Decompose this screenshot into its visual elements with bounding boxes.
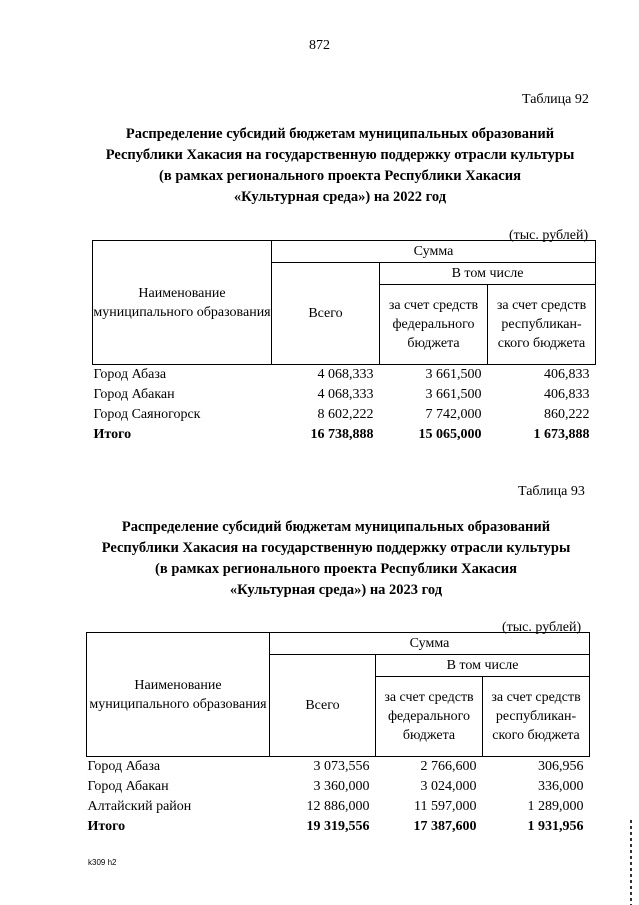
row-federal: 2 766,600 [420, 759, 477, 774]
table-row [93, 405, 596, 425]
total-total: 16 738,888 [310, 427, 374, 442]
row-total: 4 068,333 [317, 387, 374, 402]
row-name: Город Абакан [87, 779, 169, 794]
total-row [87, 817, 590, 837]
total-federal: 15 065,000 [418, 427, 482, 442]
row-federal: 3 024,000 [420, 779, 477, 794]
title-line: Распределение субсидий бюджетам муниципальных образований [125, 126, 555, 142]
title-line: (в рамках регионального проекта Республики Хакасия [159, 168, 521, 184]
total-label: Итого [87, 819, 126, 834]
row-federal: 7 742,000 [425, 407, 482, 422]
page-number: 872 [309, 38, 330, 53]
header-federal: за счет средств федерального бюджета [376, 677, 483, 757]
row-republic: 306,956 [538, 759, 584, 774]
table-label-92: Таблица 92 [522, 92, 589, 107]
row-federal: 3 661,500 [425, 367, 482, 382]
total-federal: 17 387,600 [413, 819, 477, 834]
title-line: (в рамках регионального проекта Республики Хакасия [155, 561, 517, 577]
row-federal: 3 661,500 [425, 387, 482, 402]
table-row [87, 777, 590, 797]
row-total: 4 068,333 [317, 367, 374, 382]
table-92-title [60, 124, 620, 208]
header-total: Всего [272, 263, 380, 365]
row-republic: 860,222 [544, 407, 590, 422]
footer-code: k309 h2 [88, 858, 117, 867]
table-row [87, 797, 590, 817]
row-total: 3 360,000 [313, 779, 370, 794]
total-republic: 1 673,888 [533, 427, 590, 442]
header-total: Всего [270, 655, 376, 757]
header-federal: за счет средств федерального бюджета [380, 285, 488, 365]
title-line: «Культурная среда») на 2022 год [233, 189, 447, 205]
title-line: Республики Хакасия на государственную поддержку отрасли культуры [101, 540, 571, 556]
header-sum: Сумма [272, 241, 596, 263]
table-row [93, 385, 596, 405]
units-label: (тыс. рублей) [509, 228, 589, 243]
row-republic: 336,000 [538, 779, 584, 794]
table-92 [92, 240, 596, 445]
table-row [87, 757, 590, 778]
total-label: Итого [93, 427, 132, 442]
table-row [93, 365, 596, 386]
row-republic: 406,833 [544, 367, 590, 382]
row-name: Город Абакан [93, 387, 175, 402]
title-line: «Культурная среда») на 2023 год [229, 582, 443, 598]
row-federal: 11 597,000 [414, 799, 477, 814]
header-including: В том числе [380, 263, 596, 285]
row-total: 12 886,000 [306, 799, 370, 814]
row-republic: 1 289,000 [527, 799, 584, 814]
row-total: 3 073,556 [313, 759, 370, 774]
units-label: (тыс. рублей) [502, 620, 582, 635]
row-republic: 406,833 [544, 387, 590, 402]
title-line: Распределение субсидий бюджетам муниципальных образований [121, 519, 551, 535]
row-name: Город Саяногорск [93, 407, 201, 422]
header-sum: Сумма [270, 633, 590, 655]
table-93-title [56, 517, 616, 601]
scan-edge-mark [630, 820, 632, 905]
total-row [93, 425, 596, 445]
header-republic: за счет средств республикан-ского бюджета [488, 285, 596, 365]
row-name: Алтайский район [87, 799, 192, 814]
header-name: Наименование муниципального образования [87, 633, 270, 757]
row-name: Город Абаза [87, 759, 161, 774]
row-name: Город Абаза [93, 367, 167, 382]
row-total: 8 602,222 [317, 407, 374, 422]
total-republic: 1 931,956 [527, 819, 584, 834]
total-total: 19 319,556 [306, 819, 370, 834]
table-label-93: Таблица 93 [518, 484, 585, 499]
table-93 [86, 632, 590, 837]
header-name: Наименование муниципального образования [93, 241, 272, 365]
header-including: В том числе [376, 655, 590, 677]
header-republic: за счет средств республикан-ского бюджета [483, 677, 590, 757]
title-line: Республики Хакасия на государственную поддержку отрасли культуры [105, 147, 575, 163]
